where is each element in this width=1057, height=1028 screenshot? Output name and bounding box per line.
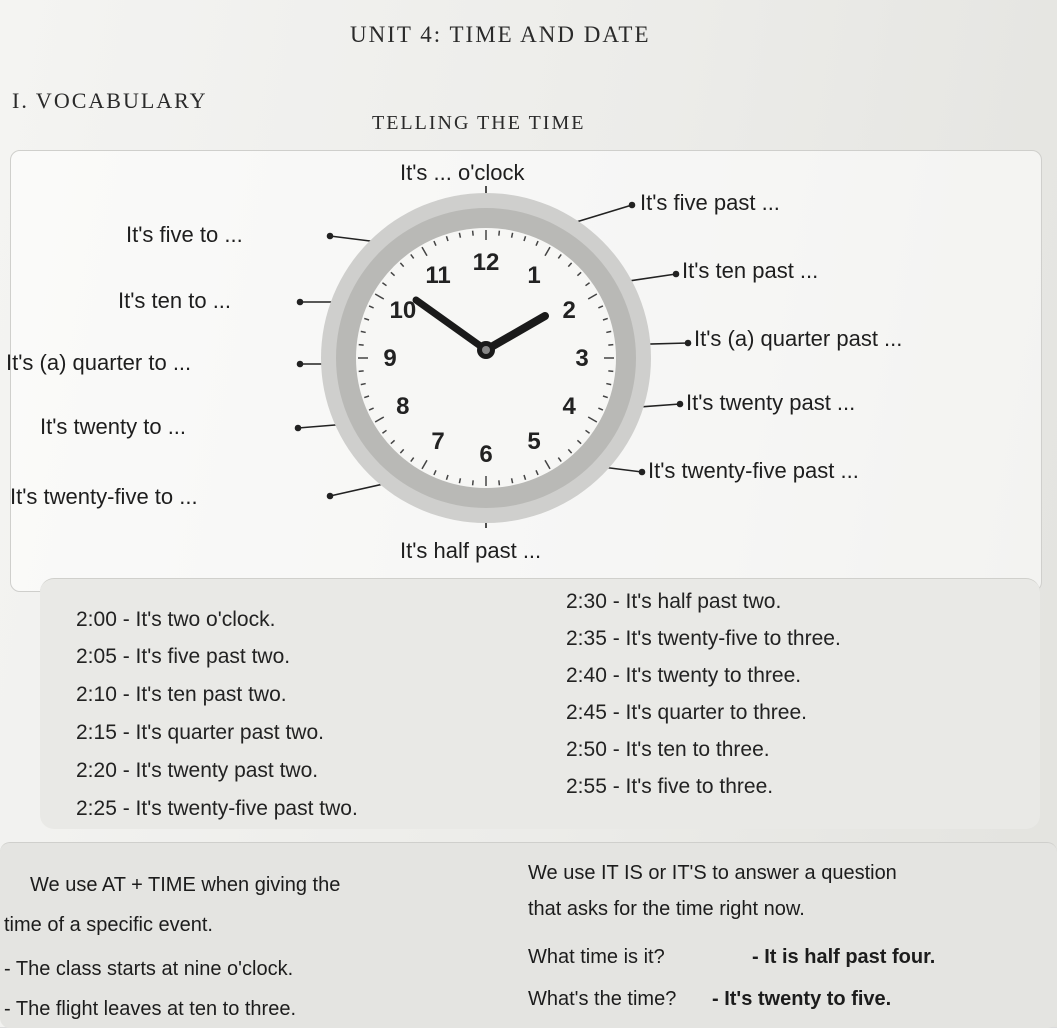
clock-number: 4: [562, 393, 576, 420]
note-at-time-line1: We use AT + TIME when giving the: [30, 874, 341, 896]
note-at-time-example2: - The flight leaves at ten to three.: [4, 998, 297, 1020]
label-twenty-to: It's twenty to ...: [40, 414, 187, 439]
label-twenty-five-to: It's twenty-five to ...: [10, 484, 198, 509]
label-twenty-past: It's twenty past ...: [686, 390, 856, 415]
clock-number: 1: [527, 261, 541, 289]
clock-number: 9: [383, 345, 397, 372]
label-five-past: It's five past ...: [640, 190, 780, 215]
label-quarter-past: It's (a) quarter past ...: [694, 326, 903, 351]
clock-tick: [473, 480, 474, 485]
note-it-is-line2: that asks for the time right now.: [528, 898, 805, 920]
clock-number: 7: [431, 428, 445, 456]
clock-tick: [606, 384, 611, 385]
clock-tick: [359, 345, 364, 346]
example-row: 2:10 - It's ten past two.: [76, 683, 287, 706]
clock-number: 11: [425, 261, 451, 289]
label-oclock: It's ... o'clock: [400, 160, 525, 185]
note-it-is-line1: We use IT IS or IT'S to answer a question: [528, 862, 897, 884]
clock-tick: [499, 231, 500, 236]
label-ten-to: It's ten to ...: [118, 288, 232, 313]
note-answer2: - It's twenty to five.: [712, 988, 892, 1010]
example-row: 2:40 - It's twenty to three.: [566, 664, 802, 687]
unit-title: UNIT 4: TIME AND DATE: [350, 22, 651, 47]
clock-number: 3: [575, 345, 589, 372]
example-row: 2:55 - It's five to three.: [566, 775, 774, 798]
example-row: 2:35 - It's twenty-five to three.: [566, 627, 841, 650]
note-question2: What's the time?: [528, 988, 677, 1010]
clock-tick: [512, 233, 513, 238]
clock-tick: [459, 233, 460, 238]
label-half-past: It's half past ...: [400, 538, 542, 563]
clock-tick: [608, 345, 613, 346]
note-at-time-example1: - The class starts at nine o'clock.: [4, 958, 294, 980]
clock-tick: [459, 478, 460, 483]
clock-tick: [361, 331, 366, 332]
example-row: 2:30 - It's half past two.: [566, 590, 782, 613]
example-row: 2:15 - It's quarter past two.: [76, 721, 324, 744]
example-row: 2:45 - It's quarter to three.: [566, 701, 807, 724]
clock-tick: [606, 331, 611, 332]
note-answer1: - It is half past four.: [752, 946, 936, 968]
clock-number: 2: [562, 297, 576, 324]
example-row: 2:05 - It's five past two.: [76, 645, 291, 668]
label-twenty-five-past: It's twenty-five past ...: [648, 458, 859, 483]
label-ten-past: It's ten past ...: [682, 258, 819, 283]
clock-tick: [608, 371, 613, 372]
clock-tick: [359, 371, 364, 372]
clock-number: 8: [396, 393, 410, 420]
clock-number: 10: [389, 297, 417, 324]
example-row: 2:50 - It's ten to three.: [566, 738, 770, 761]
example-row: 2:25 - It's twenty-five past two.: [76, 797, 358, 820]
clock-number: 5: [527, 428, 541, 456]
clock-tick: [361, 384, 366, 385]
sub-title: TELLING THE TIME: [372, 112, 586, 134]
example-row: 2:00 - It's two o'clock.: [76, 608, 276, 631]
label-five-to: It's five to ...: [126, 222, 243, 247]
note-at-time-line2: time of a specific event.: [4, 914, 213, 936]
clock-number: 12: [472, 249, 500, 276]
clock-tick: [473, 231, 474, 236]
note-question1: What time is it?: [528, 946, 665, 968]
example-row: 2:20 - It's twenty past two.: [76, 759, 319, 782]
clock-tick: [499, 480, 500, 485]
clock-number: 6: [479, 441, 493, 468]
clock-tick: [512, 478, 513, 483]
section-title: I. VOCABULARY: [12, 88, 208, 113]
label-quarter-to: It's (a) quarter to ...: [6, 350, 192, 375]
